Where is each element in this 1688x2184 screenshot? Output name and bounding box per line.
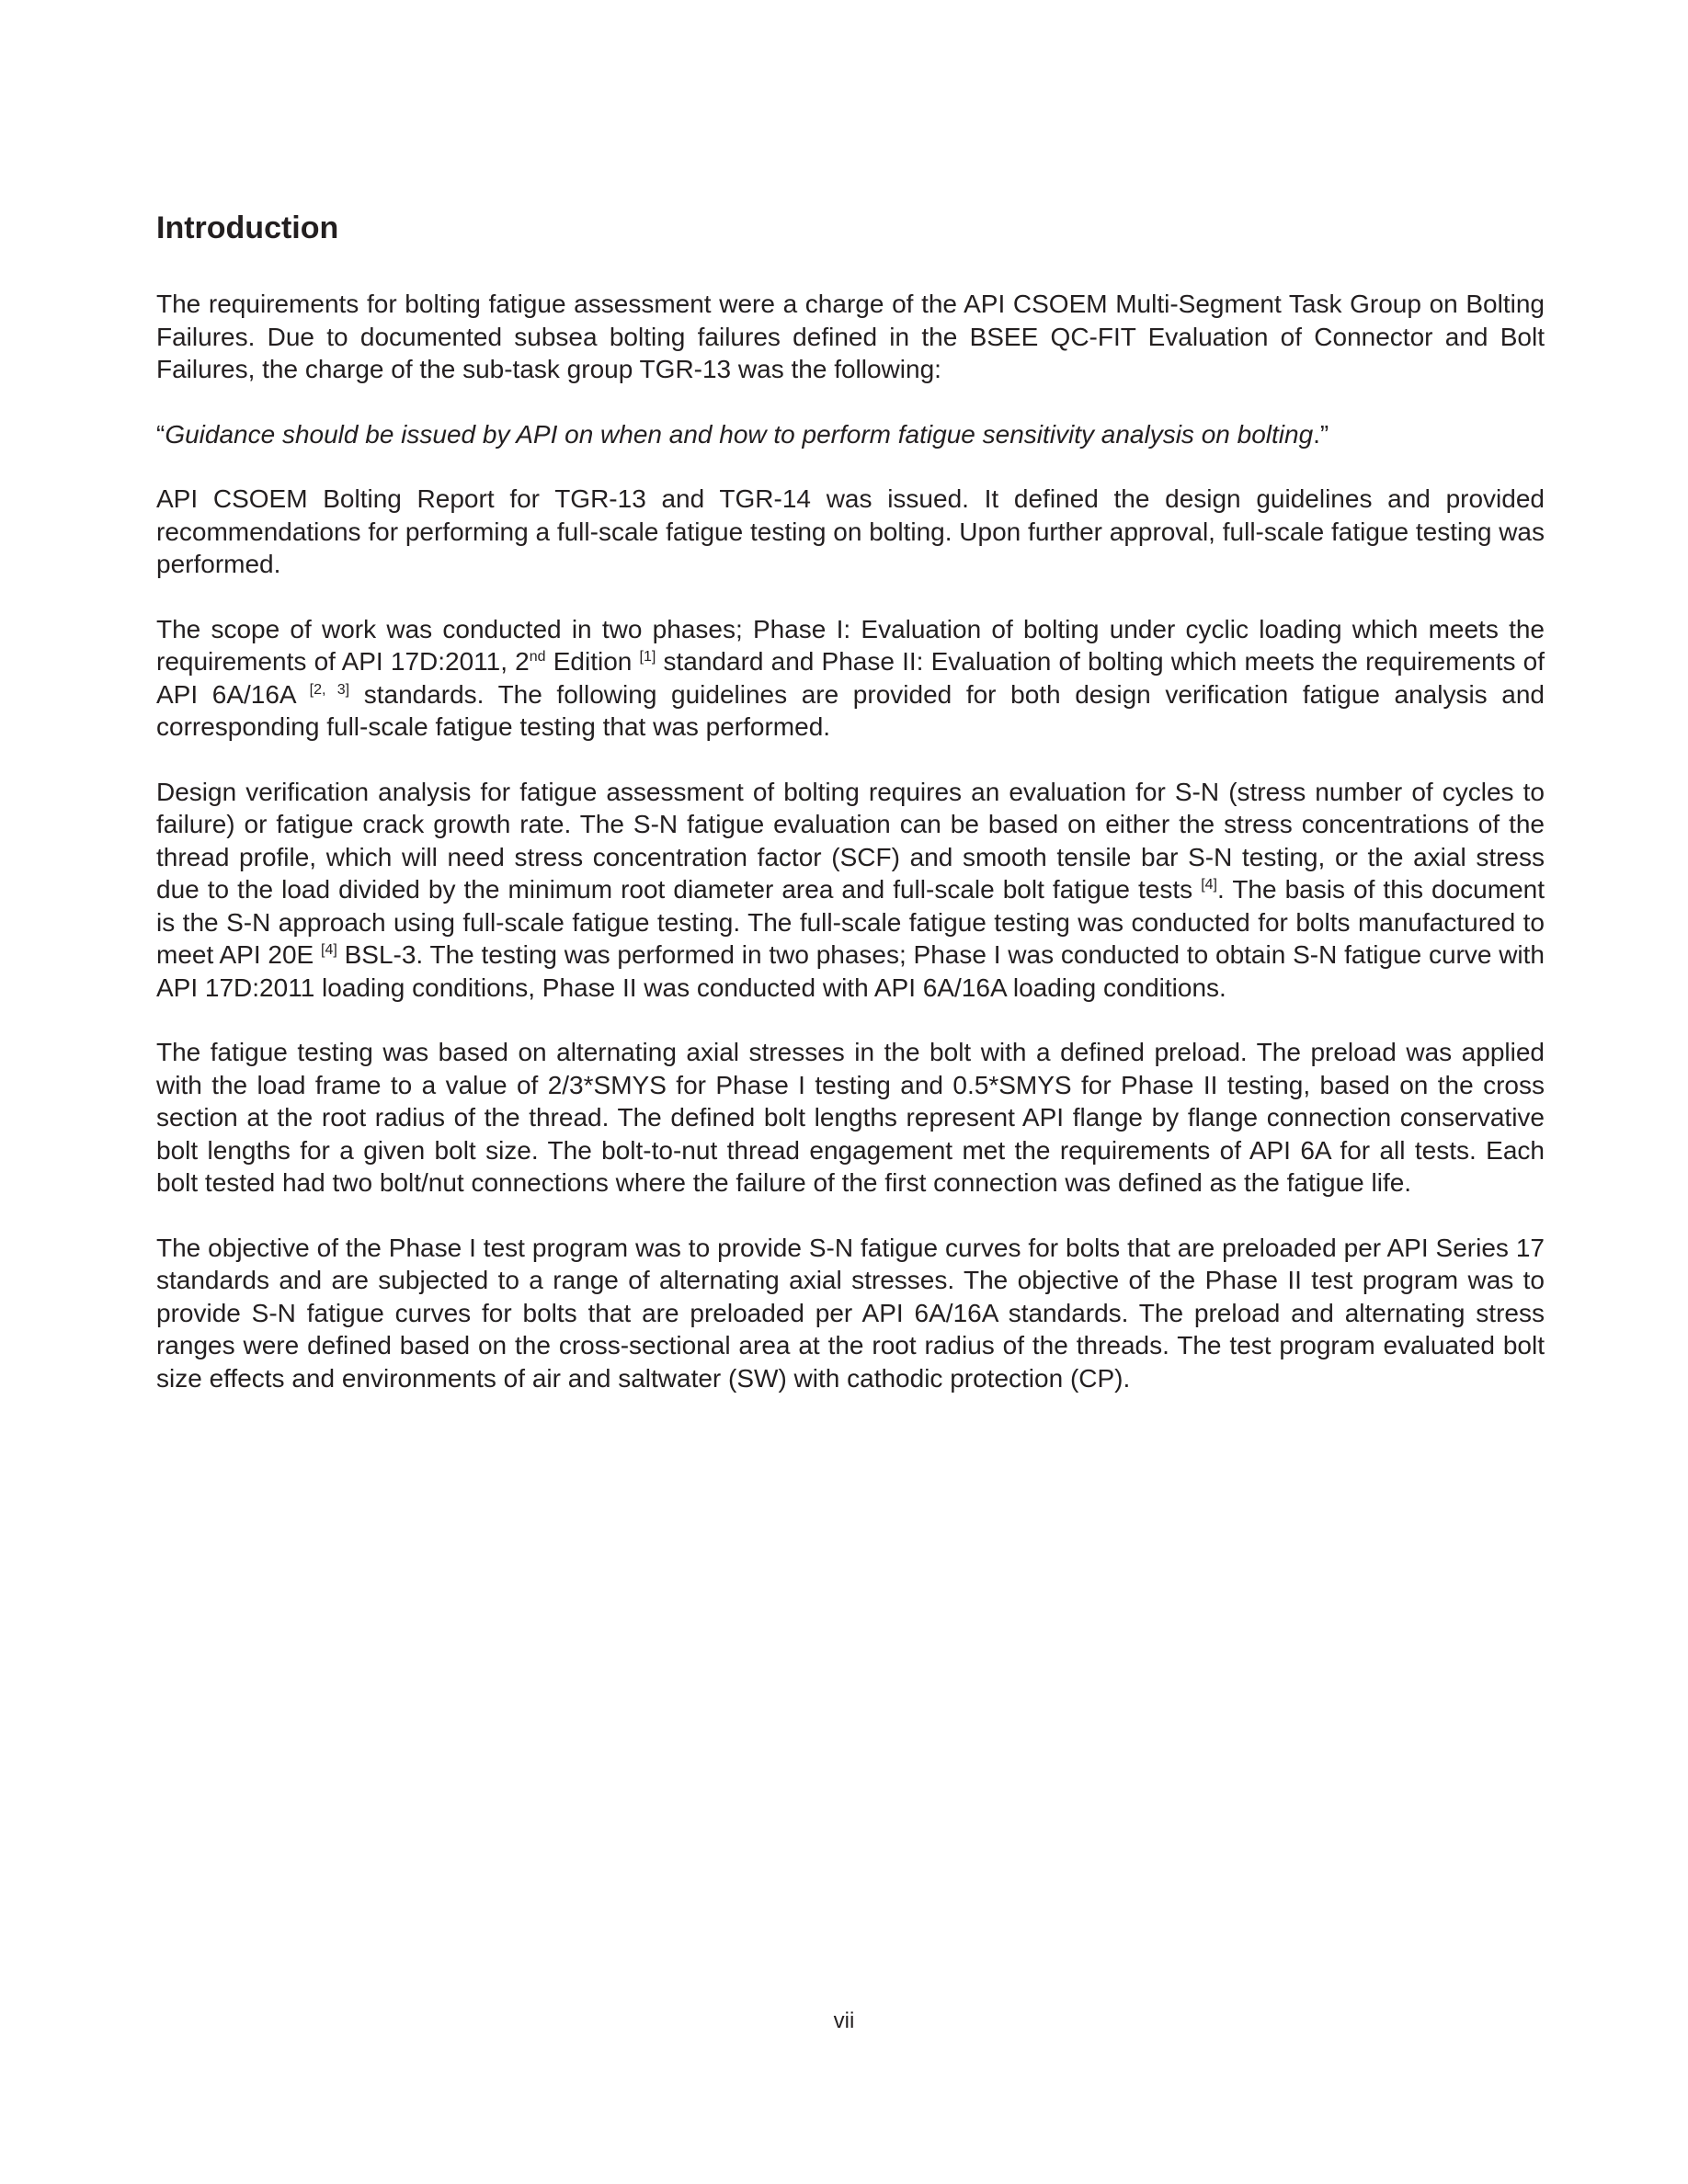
paragraph-4-text-d: standards. The following guidelines are provided for both design verification fatigue analysis and corresponding full-scale fatigue testing that was performed. <box>156 679 1545 741</box>
paragraph-4-text-c: standard and Phase II: Evaluation of bolting which meets the requirements of API 6A/16A <box>156 647 1545 709</box>
reference-marker: [2, 3] <box>309 681 350 698</box>
quote-text: Guidance should be issued by API on when and how to perform fatigue sensitivity analysis on bolting <box>165 419 1314 449</box>
paragraph-5-text-a: Design verification analysis for fatigue assessment of bolting requires an evaluation for S-N (stress number of cycles to failure) or fatigue crack growth rate. The S-N fatigue evaluation can be based on either the stress concentrations of the thread profile, which will need stress concentration factor (SCF) and smooth tensile bar S-N testing, or the axial stress due to the load divided by the minimum root diameter area and full-scale bolt fatigue tests <box>156 777 1545 904</box>
quoted-guidance <box>156 418 1545 451</box>
document-body <box>156 210 1545 1427</box>
paragraph-5 <box>156 776 1545 1005</box>
reference-marker: [4] <box>321 942 337 958</box>
reference-marker: [4] <box>1201 877 1217 893</box>
open-quote: “ <box>156 419 165 449</box>
paragraph-4-text-a: The scope of work was conducted in two phases; Phase I: Evaluation of bolting under cyclic loading which meets the requirements of API 17D:2011, 2 <box>156 614 1545 676</box>
paragraph-3: API CSOEM Bolting Report for TGR-13 and TGR-14 was issued. It defined the design guidelines and provided recommendations for performing a full-scale fatigue testing on bolting. Upon further approval, full-scale fatigue testing was performed. <box>156 484 1545 578</box>
superscript-nd: nd <box>529 649 546 665</box>
paragraph-7: The objective of the Phase I test program was to provide S-N fatigue curves for bolts that are preloaded per API Series 17 standards and are subjected to a range of alternating axial stresses. The objective of the Phase II test program was to provide S-N fatigue curves for bolts that are preloaded per API 6A/16A standards. The preload and alternating stress ranges were defined based on the cross-sectional area at the root radius of the threads. The test program evaluated bolt size effects and environments of air and saltwater (SW) with cathodic protection (CP). <box>156 1233 1545 1393</box>
paragraph-4-text-b: Edition <box>545 647 640 676</box>
paragraph-5-text-b: . The basis of this document is the S-N approach using full-scale fatigue testing. The full-scale fatigue testing was conducted for bolts manufactured to meet API 20E <box>156 875 1545 969</box>
paragraph-1: The requirements for bolting fatigue assessment were a charge of the API CSOEM Multi-Segment Task Group on Bolting Failures. Due to documented subsea bolting failures defined in the BSEE QC-FIT Evaluation of Connector and Bolt Failures, the charge of the sub-task group TGR-13 was the following: <box>156 290 1545 383</box>
reference-marker: [1] <box>639 649 656 665</box>
paragraph-4 <box>156 613 1545 744</box>
close-quote: .” <box>1313 419 1329 449</box>
section-heading: Introduction <box>156 210 339 245</box>
page-number: vii <box>833 2008 855 2033</box>
paragraph-5-text-c: BSL-3. The testing was performed in two phases; Phase I was conducted to obtain S-N fatigue curve with API 17D:2011 loading conditions, Phase II was conducted with API 6A/16A loading conditions. <box>156 940 1545 1002</box>
paragraph-6: The fatigue testing was based on alternating axial stresses in the bolt with a defined preload. The preload was applied with the load frame to a value of 2/3*SMYS for Phase I testing and 0.5*SMYS for Phase II testing, based on the cross section at the root radius of the thread. The defined bolt lengths represent API flange by flange connection conservative bolt lengths for a given bolt size. The bolt-to-nut thread engagement met the requirements of API 6A for all tests. Each bolt tested had two bolt/nut connections where the failure of the first connection was defined as the fatigue life. <box>156 1038 1545 1197</box>
